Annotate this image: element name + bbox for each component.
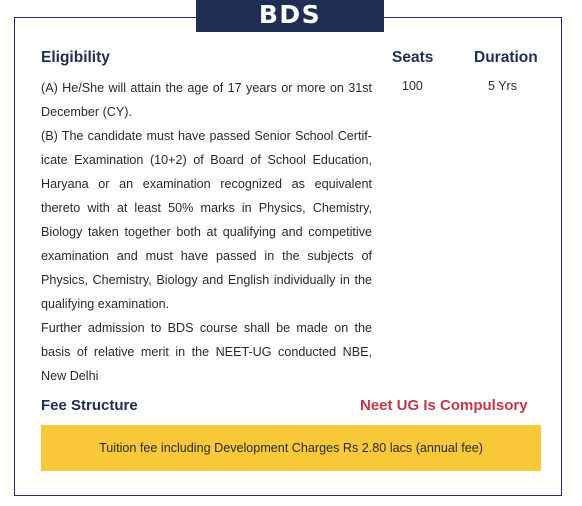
duration-heading: Duration <box>474 49 538 66</box>
tuition-fee-text: Tuition fee including Development Charges Rs 2.80 lacs (annual fee) <box>99 441 483 455</box>
seats-value: 100 <box>402 79 423 93</box>
tuition-fee-banner <box>41 425 541 471</box>
eligibility-paragraph-b: (B) The candidate must have passed Senior School Certificate Examination (10+2) of Board of School Education, Haryana or an examination recognized as equivalent thereto with at least 50% marks in Physics, Chemistry, Biology taken together both at qualifying and competitive examination and must have passed in the subjects of Physics, Chemistry, Biology and English individually in the qualifying examination. <box>41 129 372 311</box>
eligibility-paragraph-a: (A) He/She will attain the age of 17 years or more on 31st December (CY). <box>41 81 372 119</box>
eligibility-paragraph-c: Further admission to BDS course shall be made on the basis of relative merit in the NEET-UG conducted NBE, New Delhi <box>41 321 372 383</box>
eligibility-text <box>41 76 372 388</box>
neet-compulsory-note: Neet UG Is Compulsory <box>360 397 528 414</box>
course-title: BDS <box>196 0 384 32</box>
seats-heading: Seats <box>392 49 434 66</box>
fee-structure-heading: Fee Structure <box>41 397 138 414</box>
duration-value: 5 Yrs <box>488 79 517 93</box>
eligibility-heading: Eligibility <box>41 49 110 66</box>
